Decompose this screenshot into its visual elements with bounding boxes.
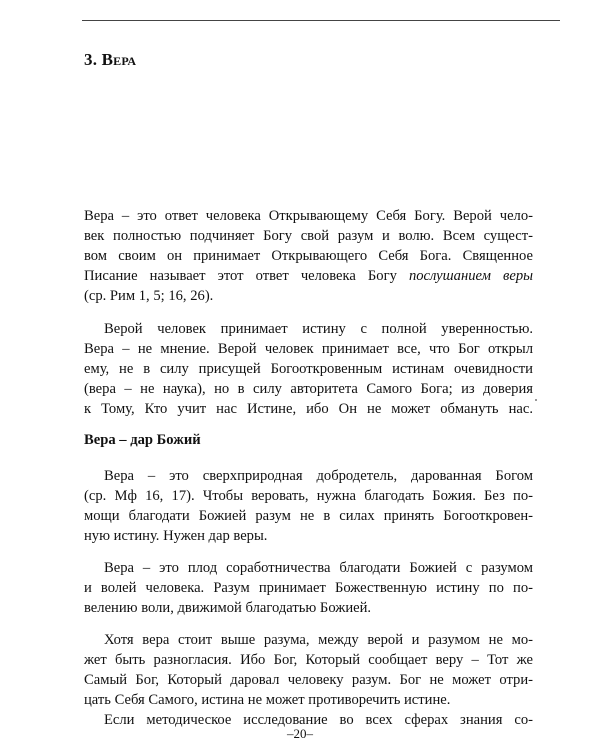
text-line: Вера – это плод соработничества благодати Божией с разумом (104, 560, 533, 576)
scan-speck (535, 399, 537, 401)
text-line: вом своим он принимает Открывающего Себя Бога. Священное (84, 248, 533, 264)
text-line: велению воли, движимой благодатью Божией. (84, 600, 372, 616)
text-line: ную истину. Нужен дар веры. (84, 528, 268, 544)
text-line: к Тому, Кто учит нас Истине, ибо Он не может обмануть нас. (84, 401, 533, 417)
text-line: (ср. Мф 16, 17). Чтобы веровать, нужна благодать Божия. Без по- (84, 488, 533, 504)
text-line: ему, не в силу присущей Богооткровенным истинам очевидности (84, 361, 533, 377)
page-number: –20– (287, 726, 313, 741)
text-line: век полностью подчиняет Богу свой разум и волю. Всем сущест- (84, 228, 533, 244)
text-line-start: Писание называет этот ответ человека Богу (84, 268, 409, 284)
text-line: Хотя вера стоит выше разума, между верой и разумом не мо- (104, 632, 533, 648)
text-line: Вера – это ответ человека Открывающему Себя Богу. Верой чело- (84, 208, 533, 224)
text-line: Вера – это сверхприродная добродетель, дарованная Богом (104, 468, 533, 484)
text-line: Верой человек принимает истину с полной уверенностью. (104, 321, 533, 337)
emphasis-obedience-of-faith: послушанием веры (408, 268, 533, 284)
text-line (84, 266, 533, 286)
text-line: (ср. Рим 1, 5; 16, 26). (84, 288, 214, 304)
top-rule (82, 20, 560, 21)
text-line: цать Себя Самого, истина не может противоречить истине. (84, 692, 451, 708)
text-line: Самый Бог, Который даровал человеку разум. Бог не может отри- (84, 672, 533, 688)
text-line: жет быть разногласия. Ибо Бог, Который сообщает веру – Тот же (84, 652, 533, 668)
text-line: (вера – не наука), но в силу авторитета Самого Бога; из доверия (84, 381, 533, 397)
section-heading: Вера – дар Божий (84, 432, 201, 448)
text-line: и волей человека. Разум принимает Божественную истину по по- (84, 580, 533, 596)
text-line: Если методическое исследование во всех сферах знания со- (104, 712, 533, 728)
text-line: мощи благодати Божией разум не в силах принять Богооткровен- (84, 508, 533, 524)
chapter-title: 3. Вера (84, 50, 137, 69)
text-line: Вера – не мнение. Верой человек принимает все, что Бог открыл (84, 341, 533, 357)
